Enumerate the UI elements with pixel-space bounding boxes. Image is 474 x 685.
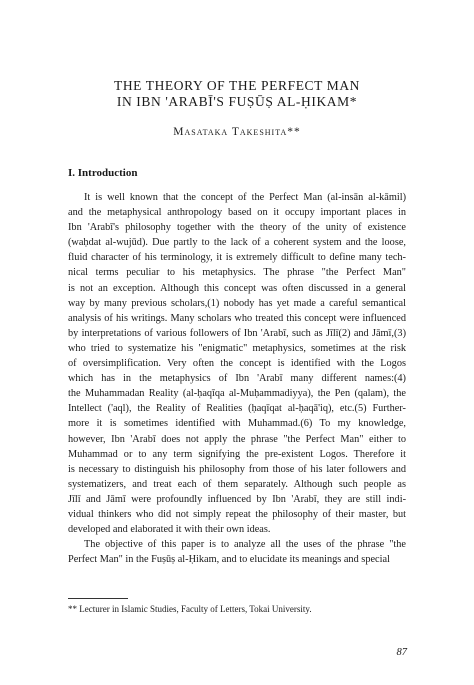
body-line: is not an exception. Although this concept was often discussed in a general [68,282,406,294]
body-line: Ibn 'Arabī's philosophy together with the theory of the unity of existence [68,222,406,234]
body-line: analysis of his writings. Many scholars who treated this concept were influenced [68,312,406,324]
footnote-rule [68,598,128,599]
body-line: The objective of this paper is to analyze all the uses of the phrase "the [84,539,406,551]
body-line: developed and elaborated it with their own ideas. [68,524,271,536]
author-name: Masataka Takeshita** [173,126,301,138]
body-line: who tried to systematize his "enigmatic" metaphysics, sometimes at the risk [68,342,406,354]
body-line: is necessary to distinguish his philosophy from those of his later followers and [68,463,406,475]
body-line: Perfect Man" in the Fuṣūṣ al-Ḥikam, and to elucidate its meanings and special [68,554,390,566]
section-heading: I. Introduction [68,167,138,179]
body-line: more it is sometimes identified with Muhammad.(6) To my knowledge, [68,418,406,430]
body-line: systematizers, and treat each of them separately. Although such people as [68,478,406,490]
paper-title-line-1: THE THEORY OF THE PERFECT MAN [113,78,361,93]
body-line: fluid character of his terminology, it is extremely difficult to define many tech- [68,252,406,264]
body-line: It is well known that the concept of the Perfect Man (al-insān al-kāmil) [84,192,406,203]
body-line: by interpretations of various followers of Ibn 'Arabī, such as Jīlī(2) and Jāmī,(3) [68,327,406,339]
body-line: Intellect ('aql), the Reality of Realities (ḥaqīqat al-ḥaqā'iq), etc.(5) Further- [68,403,406,415]
body-line: which has in the metaphysics of Ibn 'Arabī many different names:(4) [68,373,406,385]
body-line: way by many previous scholars,(1) nobody has yet made a careful semantical [68,297,406,309]
body-line: however, Ibn 'Arabī does not apply the phrase "the Perfect Man" either to [68,433,406,445]
body-line: Muhammad or to any term signifying the pre-existent Logos. Therefore it [68,448,406,460]
paper-title-line-2: IN IBN 'ARABĪ'S FUṢŪṢ AL-ḤIKAM* [116,94,358,109]
footnote: ** Lecturer in Islamic Studies, Faculty of Letters, Tokai University. [68,604,312,614]
body-line: and the metaphysical anthropology based on it occupy important places in [68,207,406,219]
body-line: Jīlī and Jāmī were profoundly influenced by Ibn 'Arabī, they are still indi- [68,493,406,505]
page-number: 87 [396,647,407,658]
body-line: the Muhammadan Reality (al-ḥaqīqa al-Muḥammadiyya), the Pen (qalam), the [68,388,406,400]
body-line: nical terms peculiar to his metaphysics. The phrase "the Perfect Man" [68,267,406,279]
body-line: of oversimplification. Very often the concept is identified with the Logos [68,358,406,370]
body-line: vidual thinkers who did not simply repeat the philosophy of their master, but [68,508,406,520]
body-text [68,190,406,567]
body-line: (waḥdat al-wujūd). Due partly to the lack of a coherent system and the loose, [68,237,406,249]
